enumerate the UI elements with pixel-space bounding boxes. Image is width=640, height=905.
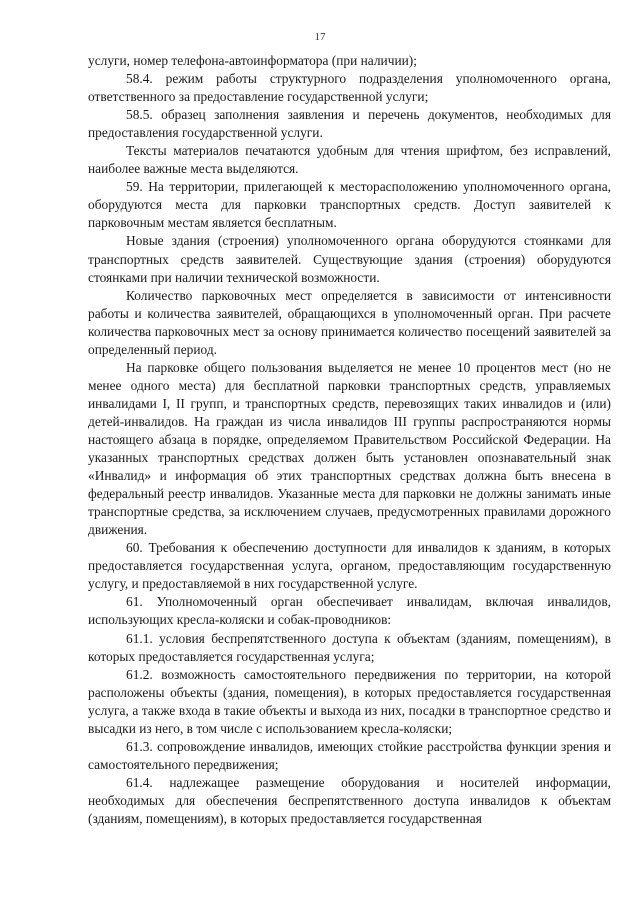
paragraph-61-4: 61.4. надлежащее размещение оборудования и носителей информации, необходимых для обеспечения беспрепятственного доступа инвалидов к объектам (зданиям, помещениям), в которых предоставляется государственная: [88, 774, 611, 826]
paragraph-61-2: 61.2. возможность самостоятельного передвижения по территории, на которой расположены объекты (здания, помещения), в которых предоставляется государственная услуга, а также входа в такие объекты и выхода из них, посадки в транспортное средство и высадки из него, в том числе с использованием кресла-коляски;: [88, 666, 611, 736]
paragraph-58-4: 58.4. режим работы структурного подразделения уполномоченного органа, ответственного за предоставление государственной услуги;: [88, 71, 611, 105]
paragraph-parking-count: Количество парковочных мест определяется в зависимости от интенсивности работы и количества заявителей, обращающихся в уполномоченный орган. При расчете количества парковочных мест за основу принимается количество посещений заявителей за определенный период.: [88, 287, 611, 357]
paragraph-text-materials: Тексты материалов печатаются удобным для чтения шрифтом, без исправлений, наиболее важные места выделяются.: [88, 143, 611, 177]
page-number: 17: [314, 31, 326, 43]
paragraph-new-buildings: Новые здания (строения) уполномоченного органа оборудуются стоянками для транспортных средств заявителей. Существующие здания (строения) оборудуются стоянками при наличии технической возможности.: [88, 233, 611, 285]
document-body: [88, 52, 611, 828]
paragraph-59: 59. На территории, прилегающей к месторасположению уполномоченного органа, оборудуются места для парковки транспортных средств. Доступ заявителей к парковочным местам является бесплатным.: [88, 179, 611, 231]
paragraph-61-1: 61.1. условия беспрепятственного доступа к объектам (зданиям, помещениям), в которых предоставляется государственная услуга;: [88, 630, 611, 664]
paragraph-61: 61. Уполномоченный орган обеспечивает инвалидам, включая инвалидов, использующих кресла-коляски и собак-проводников:: [88, 594, 611, 628]
paragraph-61-3: 61.3. сопровождение инвалидов, имеющих стойкие расстройства функции зрения и самостоятельного передвижения;: [88, 738, 611, 772]
paragraph-60: 60. Требования к обеспечению доступности для инвалидов к зданиям, в которых предоставляется государственная услуга, органом, предоставляющим государственную услугу, и предоставляемой в них государственной услуге.: [88, 540, 611, 592]
paragraph-disabled-parking: На парковке общего пользования выделяется не менее 10 процентов мест (но не менее одного места) для бесплатной парковки транспортных средств, управляемых инвалидами I, II групп, и транспортных средств, перевозящих таких инвалидов и (или) детей-инвалидов. На граждан из числа инвалидов III группы распространяются нормы настоящего абзаца в порядке, определяемом Правительством Российской Федерации. На указанных транспортных средствах должен быть установлен опознавательный знак «Инвалид» и информация об этих транспортных средствах должна быть внесена в федеральный реестр инвалидов. Указанные места для парковки не должны занимать иные транспортные средства, за исключением случаев, предусмотренных правилами дорожного движения.: [88, 359, 611, 538]
paragraph-continuation: услуги, номер телефона-автоинформатора (при наличии);: [88, 53, 417, 68]
paragraph-58-5: 58.5. образец заполнения заявления и перечень документов, необходимых для предоставления государственной услуги.: [88, 107, 611, 141]
